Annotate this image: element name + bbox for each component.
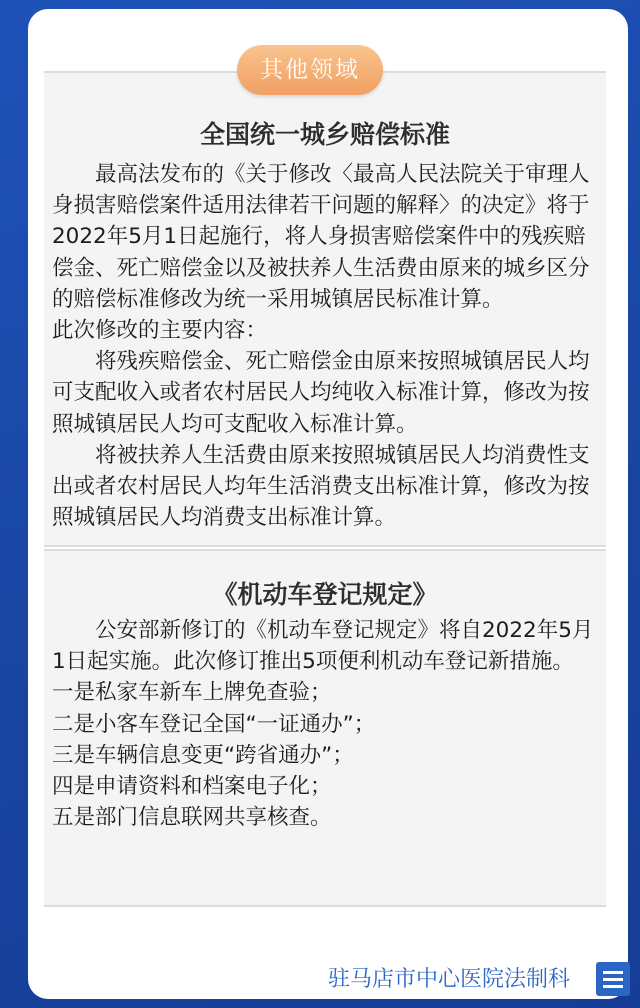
menu-icon[interactable]: [596, 962, 630, 996]
menu-bar: [603, 971, 623, 974]
vehicle-intro: 公安部新修订的《机动车登记规定》将自2022年5月1日起实施。此次修订推出5项便利机动车登记新措施。: [52, 618, 594, 675]
category-tab: 其他领域: [237, 45, 383, 95]
compensation-subhead: 此次修改的主要内容：: [52, 318, 268, 344]
section-title-compensation: 全国统一城乡赔偿标准: [199, 120, 450, 149]
section-body-compensation: [52, 159, 600, 533]
section-body-vehicle: [52, 615, 600, 833]
menu-bar: [603, 985, 623, 988]
section-unified-compensation: [44, 71, 606, 547]
list-item: 三是车辆信息变更“跨省通办”；: [52, 742, 354, 768]
section-vehicle-registration: [44, 549, 606, 907]
footer-source: 驻马店市中心医院法制科: [328, 967, 571, 992]
content-card: [28, 9, 628, 999]
list-item: 五是部门信息联网共享核查。: [52, 805, 332, 831]
list-item: 四是申请资料和档案电子化；: [52, 774, 332, 800]
compensation-intro: 最高法发布的《关于修改〈最高人民法院关于审理人身损害赔偿案件适用法律若干问题的解释〉的决定》将于2022年5月1日起施行，将人身损害赔偿案件中的残疾赔偿金、死亡赔偿金以及被扶养人生活费由原来的城乡区分的赔偿标准修改为统一采用城镇居民标准计算。: [52, 162, 590, 312]
compensation-point-2: 将被扶养人生活费由原来按照城镇居民人均消费性支出或者农村居民人均年生活消费支出标准计算，修改为按照城镇居民人均消费支出标准计算。: [52, 442, 590, 531]
list-item: 二是小客车登记全国“一证通办”；: [52, 711, 376, 737]
compensation-point-1: 将残疾赔偿金、死亡赔偿金由原来按照城镇居民人均可支配收入或者农村居民人均纯收入标准计算，修改为按照城镇居民人均可支配收入标准计算。: [52, 349, 590, 437]
section-title-vehicle: 《机动车登记规定》: [212, 580, 438, 609]
menu-bar: [603, 978, 623, 981]
list-item: 一是私家车新车上牌免查验；: [52, 680, 332, 706]
